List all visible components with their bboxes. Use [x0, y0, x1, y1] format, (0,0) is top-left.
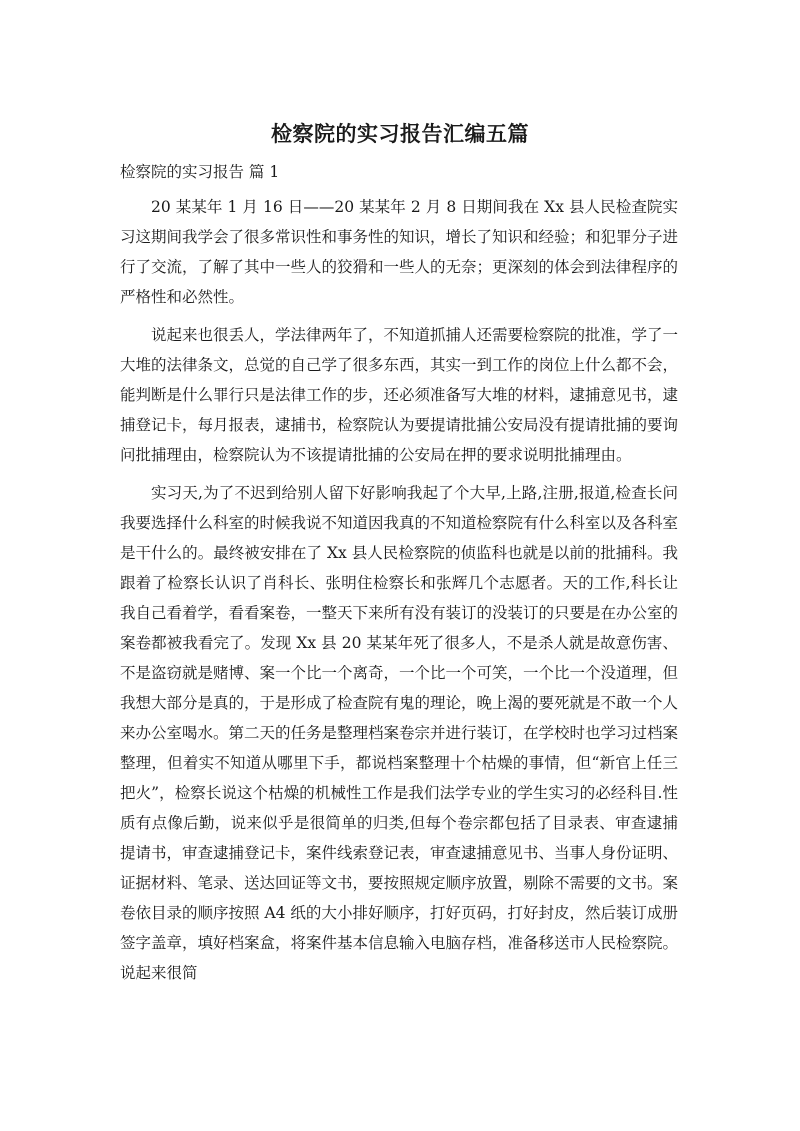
paragraph: 实习天,为了不迟到给别人留下好影响我起了个大早,上路,注册,报道,检查长问我要选择什么科室的时候我说不知道因我真的不知道检察院有什么科室以及各科室是干什么的。最终被安排在了 Xx 县人民检察院的侦监科也就是以前的批捕科。我跟着了检察长认识了肖科长、张明住检察长和张辉几个志愿者。天的工作,科长让我自己看着学，看看案卷，一整天下来所有没有装订的没装订的只要是在办公室的案卷都被我看完了。发现 Xx 县 20 某某年死了很多人，不是杀人就是故意伤害、不是盗窃就是赌博、案一个比一个离奇，一个比一个可笑，一个比一个没道理，但我想大部分是真的，于是形成了检查院有鬼的理论，晚上渴的要死就是不敢一个人来办公室喝水。第二天的任务是整理档案卷宗并进行装订，在学校时也学习过档案整理，但着实不知道从哪里下手，都说档案整理十个枯燥的事情，但“新官上任三把火”，检察长说这个枯燥的机械性工作是我们法学专业的学生实习的必经科目.性质有点像后勤，说来似乎是很简单的归类,但每个卷宗都包括了目录表、审查逮捕提请书，审查逮捕登记卡，案件线索登记表，审查逮捕意见书、当事人身份证明、证据材料、笔录、送达回证等文书，要按照规定顺序放置，剔除不需要的文书。案卷依目录的顺序按照 A4 纸的大小排好顺序，打好页码，打好封皮，然后装订成册签字盖章，填好档案盒，将案件基本信息输入电脑存档，准备移送市人民检察院。说起来很简 [120, 484, 679, 982]
document-body [120, 192, 678, 988]
paragraph: 说起来也很丢人，学法律两年了，不知道抓捕人还需要检察院的批准，学了一大堆的法律条文，总觉的自己学了很多东西，其实一到工作的岗位上什么都不会，能判断是什么罪行只是法律工作的步，还必须准备写大堆的材料，逮捕意见书，逮捕登记卡，每月报表，逮捕书，检察院认为要提请批捕公安局没有提请批捕的要询问批捕理由，检察院认为不该提请批捕的公安局在押的要求说明批捕理由。 [120, 326, 679, 464]
section-heading: 检察院的实习报告 篇 1 [120, 163, 280, 181]
paragraph: 20 某某年 1 月 16 日——20 某某年 2 月 8 日期间我在 Xx 县人民检查院实习这期间我学会了很多常识性和事务性的知识，增长了知识和经验；和犯罪分子进行了交流，了解了其中一些人的狡猾和一些人的无奈；更深刻的体会到法律程序的严格性和必然性。 [120, 198, 679, 306]
document-title: 检察院的实习报告汇编五篇 [271, 122, 529, 146]
